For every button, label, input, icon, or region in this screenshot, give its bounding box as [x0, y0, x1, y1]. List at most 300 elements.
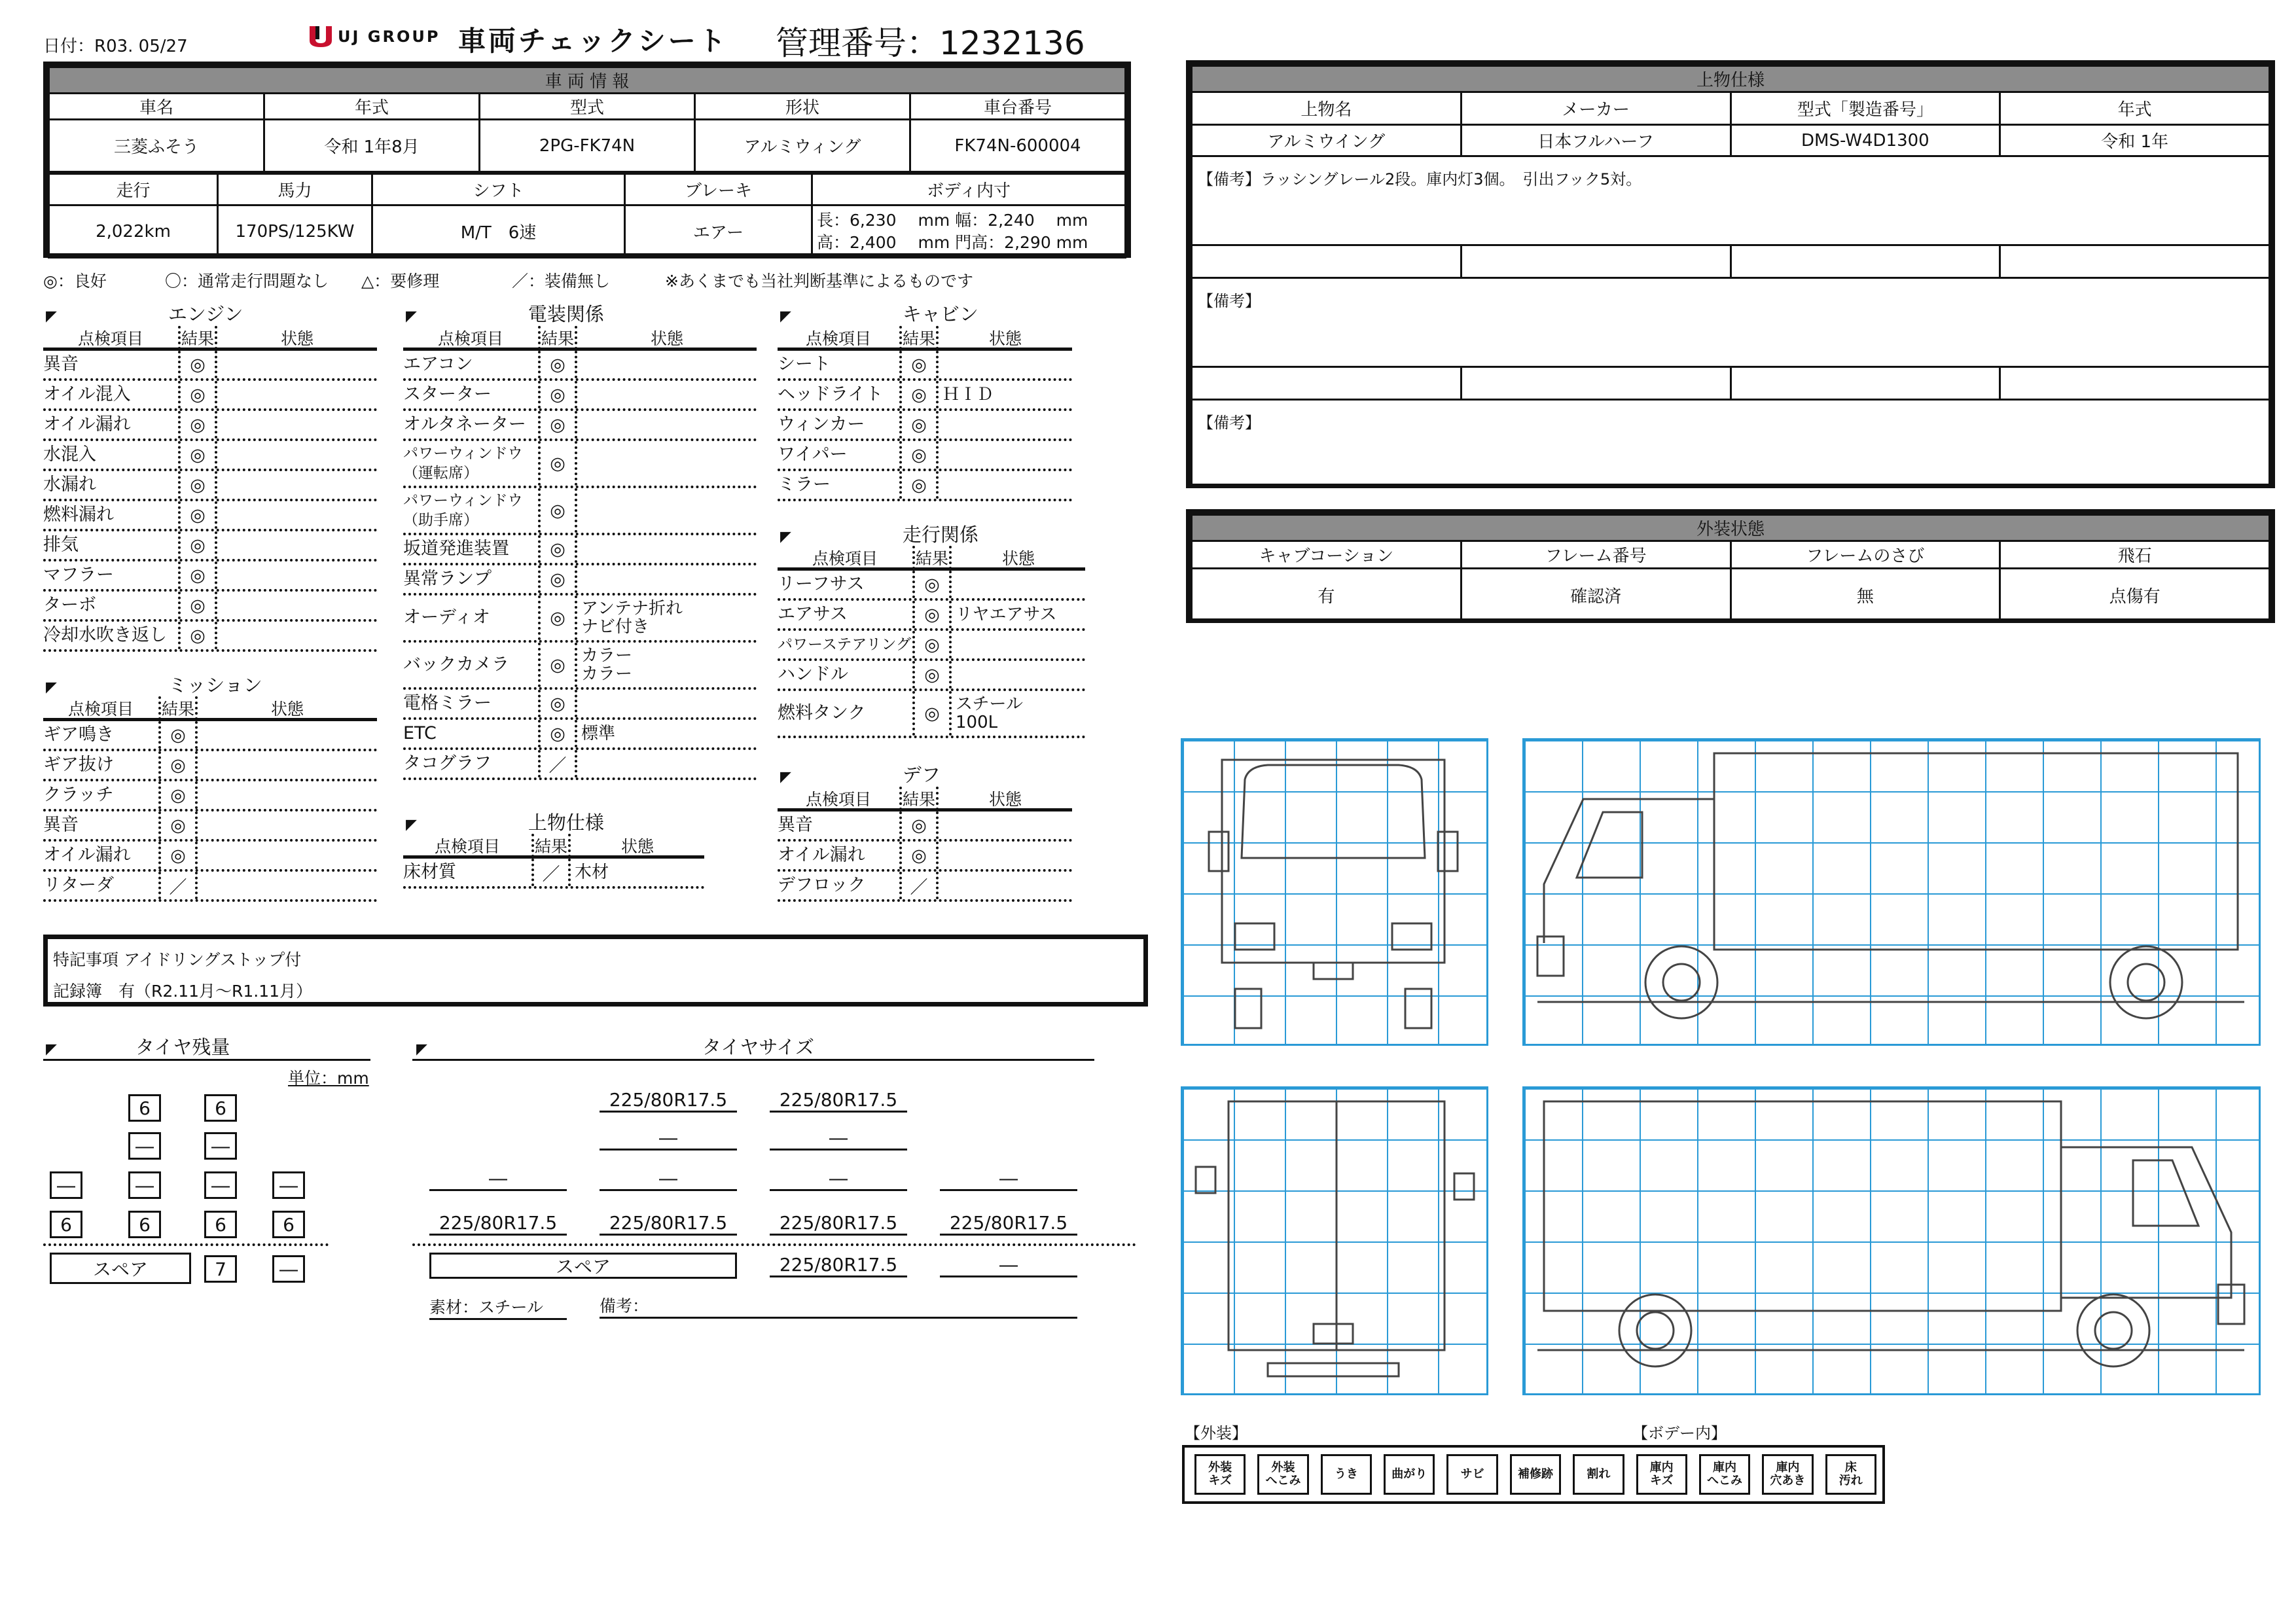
tire-title: ◤ タイヤ残量: [46, 1036, 230, 1058]
check-item-name: オイル漏れ: [778, 846, 865, 865]
running-title: ◤ 走行関係: [780, 524, 978, 546]
damage-mark: [1384, 1454, 1435, 1495]
diff-title: ◤ デフ: [780, 764, 941, 786]
spec-remark-2: 【備考】: [1192, 278, 2270, 367]
col-item-header: 点検項目: [434, 836, 500, 856]
triangle-icon: ◤: [780, 308, 791, 325]
col-state-header: 状態: [650, 329, 683, 348]
tire-spare-label: スペア: [50, 1253, 191, 1284]
check-row: [43, 872, 377, 902]
check-item-result: ◎: [912, 571, 952, 598]
check-row: [43, 781, 377, 812]
check-item-name: オイル混入: [43, 385, 131, 404]
vv-brake: エアー: [625, 205, 812, 258]
col-result-header: 結果: [899, 787, 939, 810]
check-row: [778, 691, 1085, 738]
tsize-r4-3: 225/80R17.5: [770, 1212, 907, 1236]
damage-mark-line-2: へこみ: [1265, 1474, 1301, 1488]
spec-frame: [1186, 60, 2275, 488]
check-row: [778, 571, 1085, 601]
check-item-result: ◎: [912, 631, 952, 658]
check-item-result: ◎: [158, 842, 198, 869]
vh-brake: ブレーキ: [625, 174, 812, 205]
tire-r4-3: 6: [204, 1211, 237, 1238]
ext-h-chip: 飛石: [2000, 541, 2270, 569]
checklist-header: [403, 835, 704, 859]
damage-mark-line-1: 庫内: [1776, 1461, 1800, 1474]
damage-mark-line-1: 床: [1844, 1461, 1857, 1474]
truck-right-drawing: [1524, 1088, 2259, 1393]
remarks-line-1: 特記事項 アイドリングストップ付: [53, 950, 302, 969]
check-item-result: ◎: [538, 351, 577, 378]
spec-heading: 上物仕様: [1192, 66, 2270, 92]
checklist-header: [778, 327, 1072, 351]
triangle-icon: ◤: [46, 1041, 57, 1058]
triangle-icon: ◤: [406, 308, 417, 325]
damage-mark-line-1: うき: [1334, 1467, 1358, 1481]
legend-note: ※あくまでも当社判断基準によるものです: [665, 272, 973, 291]
check-item-name: 水漏れ: [43, 475, 96, 495]
check-item-state: リヤエアサス: [956, 605, 1057, 624]
check-item-name: パワーステアリング: [778, 636, 912, 653]
col-result-header: 結果: [538, 326, 577, 349]
check-item-name: パワーウィンドウ （運転席）: [403, 445, 523, 482]
damage-mark: [1446, 1454, 1498, 1495]
check-item-state: スチール 100L: [956, 695, 1023, 732]
check-item-name: ミラー: [778, 475, 831, 495]
check-item-name: ウィンカー: [778, 415, 865, 435]
spec-blank: [1192, 245, 1462, 278]
check-row: [403, 441, 757, 488]
triangle-icon: ◤: [416, 1041, 427, 1058]
col-item-header: 点検項目: [805, 789, 871, 809]
check-item-name: スターター: [403, 385, 492, 404]
vv-shift: M/T 6速: [372, 205, 625, 258]
remarks-box: [43, 935, 1148, 1007]
check-row: [403, 596, 757, 643]
spec-h-model: 型式「製造番号」: [1731, 92, 2000, 125]
check-item-name: 排気: [43, 535, 79, 555]
check-item-state: アンテナ折れ ナビ付き: [581, 599, 683, 636]
check-row: [778, 812, 1072, 842]
damage-body-label: 【ボデー内】: [1632, 1424, 1727, 1442]
check-row: [43, 812, 377, 842]
vv-body-dims: [812, 205, 1126, 258]
check-item-result: ◎: [158, 781, 198, 809]
truck-left-drawing: [1524, 740, 2259, 1044]
tire-unit: 単位：mm: [288, 1069, 369, 1088]
check-item-name: ターボ: [43, 596, 96, 615]
damage-mark-line-1: 割れ: [1587, 1467, 1611, 1481]
check-item-name: 冷却水吹き返し: [43, 626, 167, 645]
vh-power: 馬力: [218, 174, 372, 205]
vv-year: 令和 1年8月: [264, 120, 480, 172]
ext-h-frame-no: フレーム番号: [1461, 541, 1731, 569]
check-item-name: ハンドル: [778, 665, 848, 685]
date: 日付：R03. 05/27: [43, 37, 188, 56]
tsize-r3-3: ―: [770, 1168, 907, 1191]
legend-good: ◎：良好: [43, 272, 107, 291]
triangle-icon: ◤: [406, 817, 417, 833]
check-item-name: 燃料タンク: [778, 704, 866, 723]
check-row: [43, 592, 377, 622]
spec-v-year: 令和 1年: [2000, 125, 2270, 156]
tsize-r3-4: ―: [940, 1168, 1077, 1191]
check-item-result: ◎: [538, 565, 577, 593]
check-item-name: 燃料漏れ: [43, 505, 114, 525]
col-item-header: 点検項目: [812, 548, 878, 568]
truck-rear-diagram: [1181, 1086, 1488, 1395]
electrical-checklist: [403, 327, 757, 780]
check-item-name: リーフサス: [778, 575, 865, 594]
vv-mileage: 2,022km: [49, 205, 218, 258]
vh-chassis: 車台番号: [910, 94, 1126, 120]
col-state-header: 状態: [1001, 548, 1035, 568]
damage-mark-line-2: キズ: [1208, 1474, 1232, 1488]
check-item-result: ／: [538, 750, 577, 777]
tsize-r2-r: ―: [770, 1127, 907, 1150]
check-row: [778, 842, 1072, 872]
damage-mark-line-1: 庫内: [1713, 1461, 1737, 1474]
electrical-title: ◤ 電装関係: [406, 303, 604, 325]
tire-title-rule: [43, 1059, 370, 1061]
damage-mark: [1194, 1454, 1246, 1495]
col-result-header: 結果: [531, 834, 571, 857]
check-item-name: 異常ランプ: [403, 569, 492, 589]
check-item-name: オイル漏れ: [43, 846, 131, 865]
checklist-header: [43, 698, 377, 721]
spec-table: [1191, 65, 2270, 487]
check-item-name: 電格ミラー: [403, 694, 492, 713]
col-item-header: 点検項目: [805, 329, 871, 348]
check-row: [403, 859, 704, 889]
check-item-name: オーディオ: [403, 608, 490, 628]
tsize-spare-2: ―: [940, 1254, 1077, 1277]
tsize-r1-r: 225/80R17.5: [770, 1089, 907, 1113]
tire-size-rule: [412, 1059, 1094, 1061]
tsize-r4-2: 225/80R17.5: [600, 1212, 737, 1236]
cabin-checklist: [778, 327, 1072, 501]
check-item-result: ◎: [538, 596, 577, 640]
triangle-icon: ◤: [780, 529, 791, 545]
damage-mark: [1257, 1454, 1308, 1495]
checklist-header: [43, 327, 377, 351]
damage-mark: [1321, 1454, 1372, 1495]
running-checklist: [778, 547, 1085, 738]
check-row: [403, 411, 757, 441]
check-item-name: リターダ: [43, 876, 114, 895]
vh-year: 年式: [264, 94, 480, 120]
tire-r1-l: 6: [128, 1094, 161, 1122]
check-row: [43, 622, 377, 652]
tsize-divider: [412, 1243, 1136, 1246]
legend-none: ／：装備無し: [512, 272, 611, 291]
check-row: [43, 471, 377, 501]
tire-r1-r: 6: [204, 1094, 237, 1122]
check-row: [43, 721, 377, 751]
check-item-name: デフロック: [778, 876, 866, 895]
spec-blank: [1731, 367, 2000, 400]
check-item-result: ◎: [178, 622, 217, 649]
col-item-header: 点検項目: [77, 329, 143, 348]
spec-v-model: DMS-W4D1300: [1731, 125, 2000, 156]
check-item-name: ギア抜け: [43, 755, 114, 775]
vv-model: 2PG-FK74N: [480, 120, 695, 172]
check-item-name: 異音: [43, 355, 79, 374]
checklist-header: [403, 327, 757, 351]
tsize-r2-l: ―: [600, 1127, 737, 1150]
damage-exterior-label: 【外装】: [1185, 1424, 1247, 1442]
damage-mark: [1762, 1454, 1813, 1495]
vh-body: ボディ内寸: [812, 174, 1126, 205]
check-item-name: ETC: [403, 724, 437, 743]
ext-v-rust: 無: [1731, 569, 2000, 622]
check-row: [778, 351, 1072, 381]
spec-blank: [1192, 367, 1462, 400]
damage-mark-line-1: 庫内: [1649, 1461, 1674, 1474]
check-row: [43, 562, 377, 592]
checklist-header: [778, 788, 1072, 812]
check-row: [43, 531, 377, 562]
check-row: [403, 565, 757, 596]
col-result-header: 結果: [899, 326, 939, 349]
tire-r3-4: ―: [272, 1171, 305, 1199]
check-item-result: ◎: [899, 411, 939, 438]
col-state-header: 状態: [988, 789, 1022, 809]
col-item-header: 点検項目: [67, 699, 134, 719]
vehicle-info-heading: 車 両 情 報: [49, 67, 1126, 94]
check-item-result: ／: [158, 872, 198, 899]
check-item-result: ◎: [158, 721, 198, 749]
check-item-name: オイル漏れ: [43, 415, 131, 435]
check-row: [403, 643, 757, 690]
management-number: 管理番号：1232136: [776, 24, 1085, 62]
tsize-r4-4: 225/80R17.5: [940, 1212, 1077, 1236]
check-item-name: 異音: [778, 815, 813, 835]
check-item-name: ギア鳴き: [43, 725, 114, 745]
vehicle-info-table-2: [48, 173, 1126, 259]
check-item-name: 水混入: [43, 445, 96, 465]
spec-blank: [1461, 245, 1731, 278]
check-item-result: ◎: [538, 381, 577, 408]
check-item-result: ◎: [158, 812, 198, 839]
tire-size-title: ◤ タイヤサイズ: [416, 1036, 815, 1058]
dims-line-1: 長：6,230 mm 幅：2,240 mm: [817, 210, 1088, 230]
col-state-header: 状態: [270, 699, 304, 719]
check-item-result: ◎: [178, 562, 217, 589]
page-title: 車両チェックシート: [458, 25, 728, 57]
check-item-state: カラー カラー: [581, 647, 633, 683]
vh-mileage: 走行: [49, 174, 218, 205]
check-item-result: ◎: [899, 441, 939, 469]
check-item-result: ／: [899, 872, 939, 899]
ext-v-frame-no: 確認済: [1461, 569, 1731, 622]
check-row: [403, 535, 757, 565]
col-result-header: 結果: [158, 696, 198, 720]
upper-checklist: [403, 835, 704, 889]
checklist-header: [778, 547, 1085, 571]
check-item-state: 標準: [581, 724, 616, 743]
tire-r3-2: ―: [128, 1171, 161, 1199]
tire-r2-l: ―: [128, 1132, 161, 1160]
dims-line-2: 高：2,400 mm 門高：2,290 mm: [817, 232, 1088, 252]
check-row: [403, 690, 757, 720]
damage-mark: [1825, 1454, 1876, 1495]
damage-mark-line-1: サビ: [1460, 1467, 1484, 1481]
check-item-result: ◎: [899, 381, 939, 408]
spec-h-name: 上物名: [1192, 92, 1462, 125]
check-row: [778, 411, 1072, 441]
mission-checklist: [43, 698, 377, 902]
triangle-icon: ◤: [46, 679, 57, 696]
check-item-name: エアサス: [778, 605, 848, 624]
spec-h-year: 年式: [2000, 92, 2270, 125]
vv-power: 170PS/125KW: [218, 205, 372, 258]
uj-logo-icon: [308, 25, 334, 48]
check-item-result: ◎: [178, 592, 217, 619]
logo-text: UJ GROUP: [338, 27, 440, 46]
exterior-table: [1191, 514, 2270, 623]
ext-h-rust: フレームのさび: [1731, 541, 2000, 569]
damage-mark-line-1: 曲がり: [1391, 1467, 1427, 1481]
check-item-name: 坂道発進装置: [403, 539, 509, 559]
exterior-heading: 外装状態: [1192, 515, 2270, 541]
check-item-result: ／: [531, 859, 571, 886]
check-item-result: ◎: [899, 812, 939, 839]
vv-chassis: FK74N-600004: [910, 120, 1126, 172]
ext-v-chip: 点傷有: [2000, 569, 2270, 622]
tire-r3-3: ―: [204, 1171, 237, 1199]
logo: [308, 25, 440, 48]
check-row: [403, 488, 757, 535]
check-item-result: ◎: [178, 531, 217, 559]
exterior-frame: [1186, 509, 2275, 623]
spec-v-name: アルミウイング: [1192, 125, 1462, 156]
check-item-result: ◎: [538, 643, 577, 687]
vehicle-info-table: [48, 66, 1126, 173]
truck-rear-drawing: [1183, 1088, 1486, 1393]
check-item-state: 木材: [575, 863, 609, 882]
vv-shape: アルミウィング: [695, 120, 910, 172]
spec-h-maker: メーカー: [1461, 92, 1731, 125]
check-item-result: ◎: [912, 661, 952, 688]
check-row: [778, 661, 1085, 691]
check-row: [403, 381, 757, 411]
check-item-name: 床材質: [403, 863, 456, 882]
check-item-result: ◎: [538, 535, 577, 563]
damage-mark-line-1: 外装: [1271, 1461, 1295, 1474]
check-item-name: クラッチ: [43, 785, 114, 805]
spec-remark-3: 【備考】: [1192, 400, 2270, 486]
vh-name: 車名: [49, 94, 264, 120]
vehicle-info-frame: [43, 62, 1131, 258]
check-row: [778, 601, 1085, 631]
check-row: [43, 381, 377, 411]
check-row: [403, 351, 757, 381]
tire-r4-2: 6: [128, 1211, 161, 1238]
check-row: [778, 872, 1072, 902]
truck-right-diagram: [1522, 1086, 2261, 1395]
check-item-result: ◎: [178, 411, 217, 438]
damage-legend: [1182, 1445, 1885, 1504]
tsize-spare-1: 225/80R17.5: [770, 1254, 907, 1277]
legend-repair: △：要修理: [361, 272, 440, 291]
vh-shift: シフト: [372, 174, 625, 205]
tsize-r3-1: ―: [429, 1168, 567, 1191]
mission-title: ◤ ミッション: [46, 674, 262, 696]
check-item-name: ワイパー: [778, 445, 848, 465]
spec-blank: [1731, 245, 2000, 278]
damage-mark-line-2: 汚れ: [1839, 1474, 1863, 1488]
tire-r3-1: ―: [50, 1171, 82, 1199]
cabin-title: ◤ キャビン: [780, 303, 978, 325]
legend-normal: 〇：通常走行問題なし: [165, 272, 329, 291]
check-row: [43, 501, 377, 531]
check-item-name: パワーウィンドウ （助手席）: [403, 492, 523, 529]
check-row: [43, 411, 377, 441]
truck-left-diagram: [1522, 738, 2261, 1046]
check-item-result: ◎: [158, 751, 198, 779]
truck-front-drawing: [1183, 740, 1486, 1044]
spec-v-maker: 日本フルハーフ: [1461, 125, 1731, 156]
damage-mark: [1699, 1454, 1750, 1495]
col-state-header: 状態: [988, 329, 1022, 348]
check-item-name: ヘッドライト: [778, 385, 884, 404]
damage-mark-line-2: 穴あき: [1770, 1474, 1806, 1488]
engine-checklist: [43, 327, 377, 652]
check-item-result: ◎: [899, 842, 939, 869]
check-item-result: ◎: [899, 351, 939, 378]
check-row: [43, 351, 377, 381]
tsize-r1-l: 225/80R17.5: [600, 1089, 737, 1113]
check-item-result: ◎: [178, 501, 217, 529]
vh-shape: 形状: [695, 94, 910, 120]
tsize-r4-1: 225/80R17.5: [429, 1212, 567, 1236]
remarks-line-2: 記録簿 有（R2.11月～R1.11月）: [53, 982, 313, 1001]
check-item-name: マフラー: [43, 565, 114, 585]
check-row: [778, 631, 1085, 661]
tire-r2-r: ―: [204, 1132, 237, 1160]
check-row: [403, 750, 757, 780]
ext-h-caution: キャブコーション: [1192, 541, 1462, 569]
check-row: [778, 381, 1072, 411]
check-item-name: シート: [778, 355, 831, 374]
damage-mark-line-2: へこみ: [1707, 1474, 1743, 1488]
check-item-result: ◎: [912, 601, 952, 628]
check-item-name: エアコン: [403, 355, 473, 374]
triangle-icon: ◤: [780, 769, 791, 785]
check-item-result: ◎: [178, 471, 217, 499]
tire-r4-4: 6: [272, 1211, 305, 1238]
tsize-material: 素材：スチール: [429, 1294, 567, 1320]
damage-mark: [1573, 1454, 1624, 1495]
ext-v-caution: 有: [1192, 569, 1462, 622]
tire-divider: [43, 1243, 329, 1246]
check-item-state: ＨＩＤ: [942, 385, 994, 404]
spec-blank: [2000, 245, 2270, 278]
damage-mark-line-1: 補修跡: [1517, 1467, 1553, 1481]
check-item-result: ◎: [912, 691, 952, 736]
check-item-name: 異音: [43, 815, 79, 835]
check-row: [778, 471, 1072, 501]
check-item-name: オルタネーター: [403, 415, 526, 435]
upper-title: ◤ 上物仕様: [406, 812, 604, 834]
spec-blank: [2000, 367, 2270, 400]
damage-mark: [1636, 1454, 1687, 1495]
spec-blank: [1461, 367, 1731, 400]
check-row: [403, 720, 757, 750]
triangle-icon: ◤: [46, 308, 57, 325]
